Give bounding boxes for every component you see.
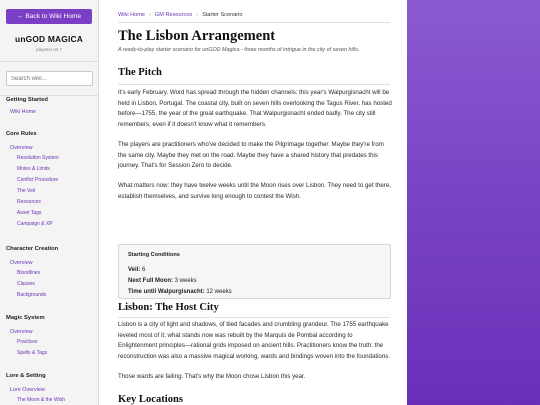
page-title: The Lisbon Arrangement <box>118 28 276 44</box>
breadcrumb-divider <box>118 22 390 23</box>
nav-item-resources[interactable]: Resources <box>17 199 41 205</box>
pitch-paragraph-2: The players are practitioners who've decided to make the Pilgrimage together. Maybe they're from the same city. Maybe they met on the road. Maybe they have a shared history that predates this journey. That's for Session Zero to decide. <box>118 141 384 170</box>
condition-value: 3 weeks <box>174 278 197 284</box>
nav-item-campaign-xp[interactable]: Campaign & XP <box>17 221 53 227</box>
nav-getting-started <box>0 97 99 115</box>
condition-value: 6 <box>142 267 146 273</box>
page-subtitle: A ready-to-play starter scenario for unGOD Magica - three months of intrigue in the city of seven hills. <box>118 47 360 53</box>
nav-item-classes[interactable]: Classes <box>17 281 35 287</box>
starting-conditions-box <box>118 244 391 299</box>
nav-item-the-veil[interactable]: The Veil <box>17 188 36 194</box>
nav-item-character-overview[interactable]: Overview <box>10 260 33 266</box>
nav-section-title: Getting Started <box>6 97 48 103</box>
breadcrumb-wiki-home[interactable]: Wiki Home <box>118 12 146 18</box>
nav-item-conflict-procedure[interactable]: Conflict Procedure <box>17 177 59 183</box>
nav-item-resolution-system[interactable]: Resolution System <box>17 155 59 161</box>
heading-divider <box>118 317 390 318</box>
nav-magic-system <box>0 315 99 356</box>
search-input[interactable] <box>6 71 93 86</box>
nav-item-magic-overview[interactable]: Overview <box>10 329 33 335</box>
nav-item-moon-and-wish[interactable]: The Moon & the Wish <box>17 397 66 403</box>
breadcrumb-separator: › <box>196 12 199 18</box>
nav-section-title: Lore & Setting <box>6 373 46 379</box>
host-city-paragraph-2: Those wards are failing. That's why the Moon chose Lisbon this year. <box>118 373 306 380</box>
nav-item-spells-tags[interactable]: Spells & Tags <box>17 350 48 356</box>
condition-label: Next Full Moon: <box>128 278 173 284</box>
app-version: playtest v0.7 <box>36 47 62 52</box>
breadcrumb-separator: › <box>149 12 151 18</box>
starting-conditions-title: Starting Conditions <box>128 252 180 258</box>
nav-item-motes-limits[interactable]: Motes & Limits <box>17 166 50 172</box>
nav-item-wiki-home[interactable]: Wiki Home <box>10 109 37 115</box>
section-heading-host-city: Lisbon: The Host City <box>118 302 219 313</box>
nav-section-title: Character Creation <box>6 246 59 252</box>
breadcrumb <box>118 12 243 18</box>
condition-veil <box>128 267 145 273</box>
nav-item-bloodlines[interactable]: Bloodlines <box>17 270 41 276</box>
nav-core-rules <box>0 131 99 227</box>
sidebar-divider <box>0 95 98 96</box>
heading-divider <box>118 84 390 85</box>
nav-item-backgrounds[interactable]: Backgrounds <box>17 292 47 298</box>
pitch-paragraph-1: It's early February. Word has spread through the hidden channels: this year's Walpurgisnacht will be held in Lisbon, Portugal. The coastal city, built on seven hills overlooking the Tagus River, has hosted before—1755, the year of the great earthquake. That Walpurgisnacht ended badly. The city still remembers, even if it doesn't know what it remembers. <box>118 89 392 128</box>
background-gradient-panel <box>407 0 540 405</box>
condition-walpurgisnacht <box>128 289 232 295</box>
section-heading-key-locations: Key Locations <box>118 394 184 405</box>
nav-lore-setting <box>0 373 99 403</box>
app-title: unGOD MAGICA <box>15 34 83 44</box>
nav-section-title: Magic System <box>6 315 45 321</box>
nav-character-creation <box>0 246 99 298</box>
sidebar <box>0 0 99 405</box>
main-content <box>99 0 407 405</box>
breadcrumb-gm-resources[interactable]: GM Resources <box>154 12 193 18</box>
nav-item-core-overview[interactable]: Overview <box>10 145 33 151</box>
sidebar-divider <box>0 61 98 62</box>
nav-item-practices[interactable]: Practices <box>17 339 38 345</box>
condition-label: Veil: <box>128 267 141 273</box>
condition-label: Time until Walpurgisnacht: <box>128 289 205 295</box>
breadcrumb-current: Starter Scenario <box>202 12 243 18</box>
pitch-paragraph-3: What matters now: they have twelve weeks until the Moon rises over Lisbon. They need to get there, establish themselves, and survive long enough to contest the Wish. <box>118 182 391 200</box>
nav-item-lore-overview[interactable]: Lore Overview <box>10 387 45 393</box>
back-to-wiki-home-button[interactable]: ← Back to Wiki Home <box>6 9 92 24</box>
condition-value: 12 weeks <box>206 289 232 295</box>
nav-section-title: Core Rules <box>6 131 37 137</box>
section-heading-pitch: The Pitch <box>118 67 162 78</box>
nav-item-asset-tags[interactable]: Asset Tags <box>17 210 42 216</box>
condition-next-full-moon <box>128 278 197 284</box>
host-city-paragraph-1: Lisbon is a city of light and shadows, of tiled facades and crumbling grandeur. The 1755 earthquake leveled most of it; what stands now was rebuilt by the Marquis de Pombal according to Enlightenment principles—rational grids imposed on ancient hills. Practitioners know the truth: the reconstruction was also a massive magical working, wards and bindings woven into the foundations. <box>118 321 391 360</box>
